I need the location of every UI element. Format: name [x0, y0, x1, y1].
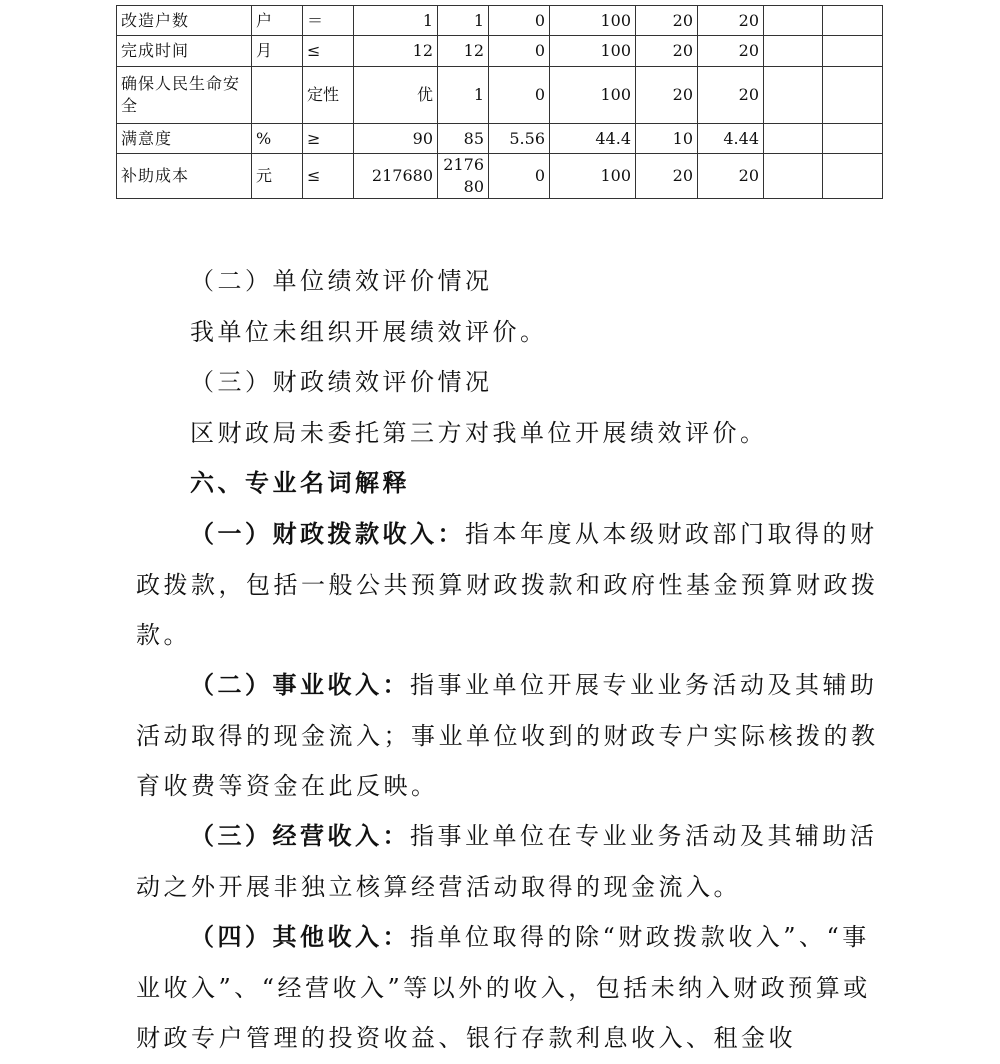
unit-eval-heading: （二）单位绩效评价情况 [190, 267, 493, 295]
score-cell: 20 [698, 67, 764, 124]
unit-cell [252, 67, 303, 124]
empty-cell [823, 124, 883, 154]
completion-rate-cell: 100 [550, 154, 636, 199]
indicator-name: 满意度 [117, 124, 252, 154]
term-definition: 指单位取得的除“财政拨款收入”、“事业收入”、“经营收入”等以外的收入，包括未纳入财政预算或财政专户管理的投资收益、银行存款利息收入、租金收 [136, 923, 871, 1052]
weight-cell: 10 [636, 124, 698, 154]
empty-cell [764, 36, 823, 67]
table-row [117, 67, 883, 124]
deviation-cell: 0 [489, 154, 550, 199]
target-value-cell: 217680 [354, 154, 438, 199]
term-definition: 指事业单位开展专业业务活动及其辅助活动取得的现金流入；事业单位收到的财政专户实际核拨的教育收费等资金在此反映。 [136, 671, 879, 800]
deviation-cell: 5.56 [489, 124, 550, 154]
operator-cell: 定性 [303, 67, 354, 124]
term-label: （一）财政拨款收入： [190, 519, 465, 548]
empty-cell [764, 124, 823, 154]
indicator-name: 确保人民生命安全 [117, 67, 252, 124]
operator-cell: ≤ [303, 154, 354, 199]
empty-cell [823, 67, 883, 124]
indicator-name: 完成时间 [117, 36, 252, 67]
actual-value-cell: 85 [438, 124, 489, 154]
completion-rate-cell: 100 [550, 67, 636, 124]
target-value-cell: 12 [354, 36, 438, 67]
table-body [117, 6, 883, 199]
deviation-cell: 0 [489, 67, 550, 124]
performance-indicator-table [116, 5, 883, 199]
glossary-heading: 六、专业名词解释 [190, 469, 410, 497]
weight-cell: 20 [636, 36, 698, 67]
table-row [117, 36, 883, 67]
term-paragraph-operating-income [136, 811, 881, 912]
indicator-name: 改造户数 [117, 6, 252, 36]
actual-value-cell: 12 [438, 36, 489, 67]
unit-cell: % [252, 124, 303, 154]
actual-value-cell: 1 [438, 6, 489, 36]
term-label: （四）其他收入： [190, 922, 410, 951]
table-row [117, 6, 883, 36]
target-value-cell: 90 [354, 124, 438, 154]
fiscal-eval-text: 区财政局未委托第三方对我单位开展绩效评价。 [190, 419, 768, 447]
weight-cell: 20 [636, 154, 698, 199]
unit-cell: 元 [252, 154, 303, 199]
term-paragraph-other-income [136, 912, 881, 1064]
operator-cell: ≥ [303, 124, 354, 154]
target-value-cell: 1 [354, 6, 438, 36]
actual-value-cell: 217680 [438, 154, 489, 199]
unit-cell: 户 [252, 6, 303, 36]
empty-cell [764, 154, 823, 199]
operator-cell: ＝ [303, 6, 354, 36]
weight-cell: 20 [636, 67, 698, 124]
term-paragraph-fiscal-appropriation [136, 509, 881, 661]
indicator-name: 补助成本 [117, 154, 252, 199]
score-cell: 20 [698, 36, 764, 67]
score-cell: 20 [698, 6, 764, 36]
empty-cell [823, 36, 883, 67]
term-label: （二）事业收入： [190, 670, 410, 699]
empty-cell [764, 6, 823, 36]
table-row [117, 154, 883, 199]
deviation-cell: 0 [489, 6, 550, 36]
unit-eval-text: 我单位未组织开展绩效评价。 [190, 318, 548, 346]
term-paragraph-business-income [136, 660, 881, 812]
target-value-cell: 优 [354, 67, 438, 124]
table-row [117, 124, 883, 154]
term-definition: 指本年度从本级财政部门取得的财政拨款，包括一般公共预算财政拨款和政府性基金预算财政拨款。 [136, 520, 879, 649]
term-label: （三）经营收入： [190, 821, 410, 850]
weight-cell: 20 [636, 6, 698, 36]
operator-cell: ≤ [303, 36, 354, 67]
completion-rate-cell: 44.4 [550, 124, 636, 154]
score-cell: 4.44 [698, 124, 764, 154]
empty-cell [823, 6, 883, 36]
score-cell: 20 [698, 154, 764, 199]
empty-cell [764, 67, 823, 124]
deviation-cell: 0 [489, 36, 550, 67]
actual-value-cell: 1 [438, 67, 489, 124]
completion-rate-cell: 100 [550, 6, 636, 36]
unit-cell: 月 [252, 36, 303, 67]
term-definition: 指事业单位在专业业务活动及其辅助活动之外开展非独立核算经营活动取得的现金流入。 [136, 822, 878, 901]
fiscal-eval-heading: （三）财政绩效评价情况 [190, 368, 493, 396]
empty-cell [823, 154, 883, 199]
completion-rate-cell: 100 [550, 36, 636, 67]
